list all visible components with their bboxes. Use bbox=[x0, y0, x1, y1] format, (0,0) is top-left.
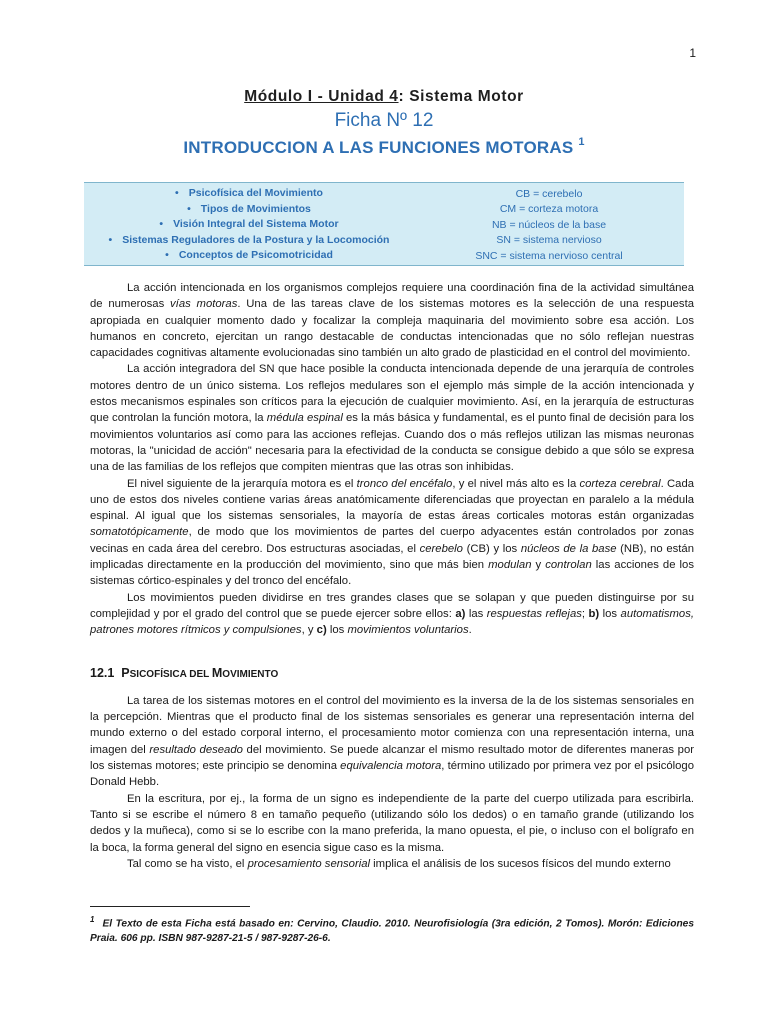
abbreviation-item: SNC = sistema nervioso central bbox=[475, 249, 623, 262]
abbreviations-list bbox=[414, 183, 684, 265]
text-run-italic: movimientos voluntarios bbox=[347, 624, 469, 637]
section-title-part: P bbox=[121, 665, 130, 680]
module-unit: Módulo I - Unidad 4 bbox=[244, 88, 399, 105]
topic-label: Conceptos de Psicomotricidad bbox=[178, 249, 333, 261]
text-run-italic: tronco del encéfalo bbox=[356, 477, 453, 490]
text-run-italic: médula espinal bbox=[266, 412, 343, 425]
paragraph bbox=[90, 693, 694, 791]
text-run: , término utilizado por primera vez por el psicólogo Donald Hebb. bbox=[90, 760, 694, 789]
paragraph bbox=[90, 590, 694, 639]
module-subject: : Sistema Motor bbox=[398, 88, 524, 105]
text-run: , y el nivel más alto es la bbox=[452, 477, 580, 490]
paragraph bbox=[90, 856, 694, 872]
abbreviation-item: CM = corteza motora bbox=[499, 203, 599, 216]
ficha-number: Ficha Nº 12 bbox=[334, 110, 434, 131]
topic-label: Tipos de Movimientos bbox=[200, 202, 311, 215]
footnote-ref: 1 bbox=[578, 136, 585, 148]
topic-label: Psicofísica del Movimiento bbox=[188, 187, 323, 199]
text-run: , de modo que los movimientos de partes del cuerpo adyacentes están controlados por zonas vecinas en cada área del cerebro. Dos estructuras asociadas, el bbox=[90, 526, 694, 555]
footnote-divider bbox=[90, 906, 250, 907]
paragraph bbox=[90, 280, 694, 361]
text-run-italic: respuestas reflejas bbox=[486, 607, 582, 620]
text-run-italic: vías motoras bbox=[170, 298, 238, 311]
title-block bbox=[0, 88, 768, 158]
text-run: implica el análisis de los sucesos físicos del mundo externo bbox=[370, 857, 671, 870]
abbreviation-item: SN = sistema nervioso bbox=[496, 234, 602, 247]
topic-item bbox=[84, 217, 414, 233]
paragraph bbox=[90, 361, 694, 475]
text-run-italic: procesamiento sensorial bbox=[247, 857, 371, 870]
text-run: es la más básica y fundamental, es el punto final de decisión para los movimientos voluntarios así como para las acciones reflejas. Cuando dos o más reflejos utilizan las mismas neuronas motoras, la "unicidad de acción" necesaria para la efectividad de la conducta se consigue debido a que sólo se expresa una de las familias de los reflejos que compiten mientras que las otras son inhibidas. bbox=[90, 412, 694, 474]
text-run-italic: corteza cerebral bbox=[579, 477, 661, 490]
text-run: los bbox=[599, 607, 621, 620]
summary-box bbox=[84, 182, 684, 266]
text-run-italic: cerebelo bbox=[419, 542, 463, 555]
bullet-icon: • bbox=[175, 187, 179, 199]
text-run: . bbox=[468, 624, 472, 637]
section-heading bbox=[90, 665, 694, 683]
topic-item bbox=[84, 248, 414, 264]
text-run: Tal como se ha visto, el bbox=[127, 857, 248, 870]
text-run: del movimiento. Se puede alcanzar el mismo resultado motor de diferentes maneras por los sistemas motores; este principio se denomina bbox=[90, 743, 694, 773]
footnote-mark: 1 bbox=[90, 915, 95, 924]
text-run: La acción integradora del SN que hace posible la conducta intencionada depende de una jerarquía de controles motores dentro de un único sistema. Los reflejos medulares son el ejemplo más simple de la acción intencionada y estos mecanismos espinales son críticos para la ejecución de cualquier movimiento. Así, en la jerarquía de estructuras que controlan la función motora, la bbox=[90, 363, 694, 425]
topic-item bbox=[84, 233, 414, 249]
footnote bbox=[90, 912, 694, 946]
text-run: (CB) y los bbox=[462, 542, 521, 555]
section-title-part: M bbox=[211, 665, 223, 680]
paragraph bbox=[90, 476, 694, 590]
text-run: La acción intencionada en los organismos complejos requiere una coordinación fina de la actividad simultánea de numerosas bbox=[90, 282, 694, 311]
bullet-icon: • bbox=[108, 233, 113, 246]
text-run-italic: equivalencia motora bbox=[340, 760, 442, 773]
topic-item bbox=[84, 202, 414, 218]
text-run: y bbox=[531, 559, 546, 572]
text-run: Los movimientos pueden dividirse en tres grandes clases que se solapan y que pueden distinguirse por su complejidad y por el grado del control que se puede ejercer sobre ellos: bbox=[90, 591, 694, 620]
bullet-icon: • bbox=[159, 218, 164, 230]
text-run: los bbox=[326, 624, 348, 637]
text-run: El nivel siguiente de la jerarquía motora es el bbox=[127, 477, 357, 490]
section-number: 12.1 bbox=[90, 665, 115, 680]
topic-item bbox=[84, 186, 414, 202]
text-run-bold: c) bbox=[316, 624, 327, 637]
document-title-text: INTRODUCCION A LAS FUNCIONES MOTORAS bbox=[183, 138, 574, 157]
module-title bbox=[0, 88, 768, 106]
bullet-icon: • bbox=[187, 202, 191, 215]
text-run-bold: b) bbox=[588, 607, 600, 620]
text-run: . Cada uno de estos dos niveles contiene varias áreas anatómicamente diferenciadas que proyectan en paralelo a la médula espinal. Al igual que los sistemas sensoriales, la mayoría de estas áreas corticales motoras están organizadas bbox=[90, 477, 695, 523]
topic-label: Visión Integral del Sistema Motor bbox=[173, 218, 339, 230]
text-run: ; bbox=[581, 607, 589, 620]
section-title-part: OVIMIENTO bbox=[222, 668, 279, 680]
document-title bbox=[0, 136, 768, 158]
topic-label: Sistemas Reguladores de la Postura y la Locomoción bbox=[122, 233, 390, 246]
abbreviation-item: NB = núcleos de la base bbox=[491, 218, 607, 231]
topics-list bbox=[84, 183, 414, 265]
text-run-italic: controlan bbox=[545, 559, 592, 572]
text-run-italic: resultado deseado bbox=[149, 743, 243, 756]
text-run: , y bbox=[301, 624, 317, 637]
section-title-part: SICOFÍSICA DEL bbox=[129, 668, 212, 680]
text-run: La tarea de los sistemas motores en el control del movimiento es la inversa de la de los sistemas sensoriales en la percepción. Mientras que el producto final de los sistemas sensoriales es generar una representación interna del mundo externo o del estado corporal interno, el procesamiento motor comienza con una representación interna, una imagen del bbox=[90, 694, 694, 756]
text-run-italic: núcleos de la base bbox=[520, 542, 617, 555]
bullet-icon: • bbox=[165, 249, 169, 261]
text-run: las acciones de los sistemas córtico-espinales y del tronco del encéfalo. bbox=[90, 559, 694, 588]
text-run: las bbox=[465, 607, 487, 620]
text-run-italic: automatismos, patrones motores rítmicos y compulsiones bbox=[90, 607, 694, 637]
paragraph: En la escritura, por ej., la forma de un signo es independiente de la parte del cuerpo utilizada para escribirla. Tanto si se escribe el número 8 en tamaño pequeño (utilizando sólo los dedos) o en tamaño grande (utilizando los dedos y la muñeca), como si se lo escribe con la mano preferida, la mano opuesta, el pie, o incluso con el bolígrafo en la boca, la forma general del signo en esencia sigue caso es la misma. bbox=[90, 792, 694, 854]
abbreviation-item: CB = cerebelo bbox=[515, 188, 583, 200]
text-run-italic: somatotópicamente bbox=[90, 526, 189, 539]
text-run: . Una de las tareas clave de los sistemas motores es la selección de una respuesta apropiada en cualquier momento dado y focalizar la compleja maquinaria del movimiento sobre esa acción. Los humanos en concreto, ejercitan un rango destacable de conductas intencionadas que no sólo reflejan nuestras capacidades cognitivas altamente evolucionadas sino también un alto grado de plasticidad en el control del movimiento. bbox=[90, 298, 694, 360]
body-text bbox=[90, 280, 694, 872]
footnote-text: El Texto de esta Ficha está basado en: Cervino, Claudio. 2010. Neurofisiología (3ra edición, 2 Tomos). Morón: Ediciones Praia. 606 pp. ISBN 987-9287-21-5 / 987-9287-26-6. bbox=[90, 918, 694, 945]
text-run: (NB), no están implicadas directamente en la producción del movimiento, sino que más bien bbox=[90, 542, 694, 572]
text-run-bold: a) bbox=[455, 607, 466, 620]
page-number: 1 bbox=[689, 46, 696, 60]
text-run-italic: modulan bbox=[488, 559, 532, 572]
